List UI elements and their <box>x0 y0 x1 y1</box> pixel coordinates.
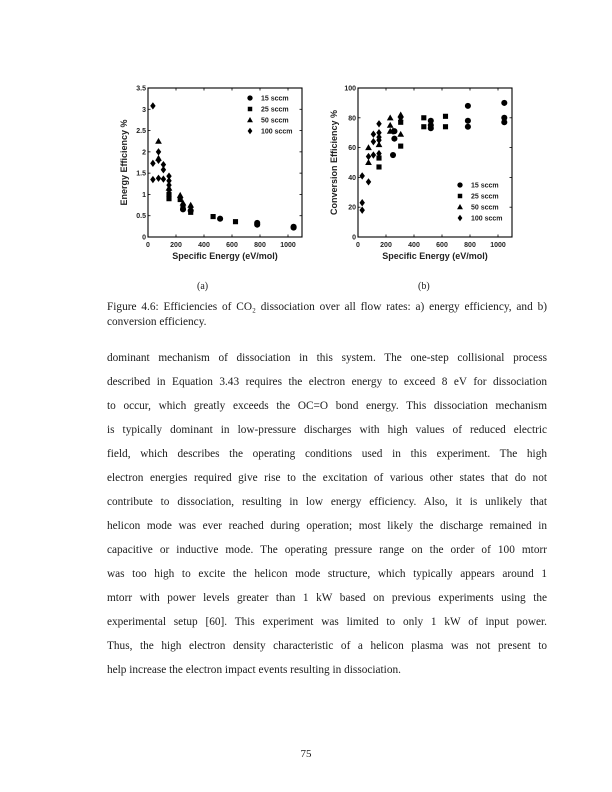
y-axis-label: Energy Efficiency % <box>119 119 129 206</box>
x-tick-label: 1000 <box>490 242 506 249</box>
square-marker <box>421 124 426 129</box>
page-number: 75 <box>300 748 312 760</box>
y-tick-label: 80 <box>348 115 356 123</box>
energy-efficiency-chart <box>100 78 312 273</box>
legend-square-icon <box>458 194 462 198</box>
x-tick-label: 1000 <box>280 242 296 249</box>
x-tick-label: 200 <box>170 242 182 249</box>
diamond-marker <box>150 160 155 167</box>
diamond-marker <box>366 153 371 160</box>
body-line: experimental setup [60]. This experiment was limited to only 1 kW of input power. <box>107 616 547 628</box>
body-line: is typically dominant in low-pressure discharges with high values of reduced electric <box>107 424 547 436</box>
chart-legend <box>247 95 292 135</box>
body-line: electron energies required give rise to the excitation of various other states that do not <box>107 472 547 484</box>
legend-label: 100 sccm <box>261 128 293 136</box>
y-axis-label: Conversion Efficiency % <box>329 109 339 216</box>
x-tick-label: 0 <box>146 242 150 249</box>
x-tick-label: 400 <box>408 242 420 249</box>
diamond-marker <box>359 207 364 214</box>
y-tick-label: 1 <box>142 191 146 199</box>
legend-circle-icon <box>247 95 252 100</box>
figure-caption: Figure 4.6: Efficiencies of CO₂ dissociation over all flow rates: a) energy efficiency, and b) conversion efficiency. <box>107 301 547 328</box>
circle-marker <box>291 225 297 231</box>
body-line: was too high to excite the helicon mode structure, which typically appears around 1 <box>107 568 547 580</box>
body-line: to occur, which greatly exceeds the OC=O bond energy. This dissociation mechanism <box>107 400 547 412</box>
diamond-marker <box>150 102 155 109</box>
y-tick-label: 60 <box>348 145 356 153</box>
square-marker <box>398 144 403 149</box>
body-line: Thus, the high electron density characteristic of a helicon plasma was not present to <box>107 640 547 652</box>
y-tick-label: 2.5 <box>136 128 146 136</box>
subcaption-b: (b) <box>418 281 430 292</box>
diamond-marker <box>371 131 376 138</box>
conversion-efficiency-chart <box>310 78 522 273</box>
circle-marker <box>428 125 434 131</box>
circle-marker <box>217 216 223 222</box>
y-tick-label: 3 <box>142 106 146 114</box>
legend-square-icon <box>248 107 252 111</box>
y-tick-label: 20 <box>348 204 356 212</box>
square-marker <box>443 114 448 119</box>
legend-diamond-icon <box>458 215 463 221</box>
legend-label: 25 sccm <box>261 106 289 114</box>
diamond-marker <box>359 199 364 206</box>
figure-4-6 <box>100 78 530 273</box>
square-marker <box>443 124 448 129</box>
body-line: dominant mechanism of dissociation in this system. The one-step collisional process <box>107 352 547 364</box>
triangle-marker <box>397 131 404 137</box>
y-tick-label: 1.5 <box>136 170 146 178</box>
legend-label: 50 sccm <box>261 117 289 125</box>
x-tick-label: 200 <box>380 242 392 249</box>
body-line: field, which describes the operating conditions used in this experiment. The high <box>107 448 547 460</box>
diamond-marker <box>161 166 166 173</box>
legend-diamond-icon <box>248 128 253 134</box>
legend-label: 15 sccm <box>261 95 289 103</box>
diamond-marker <box>156 175 161 182</box>
y-tick-label: 0 <box>352 234 356 242</box>
triangle-marker <box>155 138 162 144</box>
body-line: described in Equation 3.43 requires the electron energy to exceed 8 eV for dissociation <box>107 376 547 388</box>
x-tick-label: 600 <box>436 242 448 249</box>
diamond-marker <box>150 176 155 183</box>
diamond-marker <box>156 148 161 155</box>
y-tick-label: 3.5 <box>136 85 146 93</box>
x-tick-label: 800 <box>254 242 266 249</box>
legend-label: 15 sccm <box>471 182 499 190</box>
body-line: capacitive or inductive mode. The operating pressure range on the order of 100 mtorr <box>107 544 547 556</box>
legend-triangle-icon <box>457 204 463 209</box>
body-line: help increase the electron impact events resulting in dissociation. <box>107 664 401 676</box>
circle-marker <box>465 124 471 130</box>
diamond-marker <box>156 157 161 164</box>
square-marker <box>211 214 216 219</box>
circle-marker <box>501 119 507 125</box>
triangle-marker <box>387 122 394 128</box>
y-tick-label: 40 <box>348 174 356 182</box>
y-tick-label: 0 <box>142 234 146 242</box>
circle-marker <box>465 103 471 109</box>
x-axis-label: Specific Energy (eV/mol) <box>382 251 488 261</box>
circle-marker <box>501 100 507 106</box>
body-line: contribute to dissociation, resulting in low energy efficiency. Also, it is unlikely that <box>107 496 547 508</box>
square-marker <box>233 219 238 224</box>
circle-marker <box>254 222 260 228</box>
diamond-marker <box>376 120 381 127</box>
legend-label: 25 sccm <box>471 193 499 201</box>
diamond-marker <box>371 151 376 158</box>
y-tick-label: 100 <box>344 85 356 93</box>
body-line: mtorr with power levels greater than 1 kW based on previous experiments using the <box>107 592 547 604</box>
x-axis-label: Specific Energy (eV/mol) <box>172 251 278 261</box>
square-marker <box>376 164 381 169</box>
triangle-marker <box>387 114 394 120</box>
chart-legend <box>457 182 502 222</box>
square-marker <box>421 115 426 120</box>
body-line: helicon mode was ever reached during operation; most likely the discharge remained in <box>107 520 547 532</box>
diamond-marker <box>366 178 371 185</box>
legend-label: 100 sccm <box>471 215 503 223</box>
x-tick-label: 400 <box>198 242 210 249</box>
x-tick-label: 600 <box>226 242 238 249</box>
subcaption-a: (a) <box>197 281 209 292</box>
legend-label: 50 sccm <box>471 204 499 212</box>
circle-marker <box>390 152 396 158</box>
legend-circle-icon <box>457 182 462 187</box>
diamond-marker <box>359 172 364 179</box>
x-tick-label: 0 <box>356 242 360 249</box>
circle-marker <box>391 136 397 142</box>
y-tick-label: 0.5 <box>136 213 146 221</box>
y-tick-label: 2 <box>142 149 146 157</box>
diamond-marker <box>371 138 376 145</box>
circle-marker <box>465 118 471 124</box>
diamond-marker <box>161 175 166 182</box>
x-tick-label: 800 <box>464 242 476 249</box>
body-paragraph <box>107 346 547 682</box>
triangle-marker <box>365 144 372 150</box>
legend-triangle-icon <box>247 117 253 122</box>
